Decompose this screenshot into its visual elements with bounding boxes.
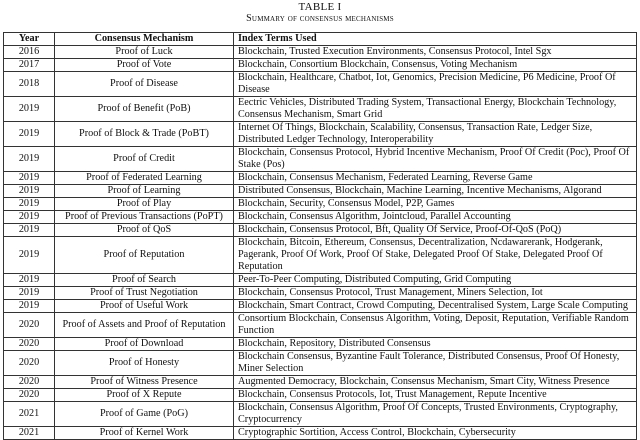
- table-row: [4, 97, 637, 122]
- index-terms-cell: Consortium Blockchain, Consensus Algorithm, Voting, Deposit, Reputation, Verifiable Random Function: [234, 313, 637, 338]
- mechanism-cell: Proof of Witness Presence: [55, 376, 234, 389]
- mechanism-cell: Proof of X Repute: [55, 389, 234, 402]
- header-mechanism: Consensus Mechanism: [55, 33, 234, 46]
- mechanism-cell: Proof of Learning: [55, 185, 234, 198]
- index-terms-cell: Distributed Consensus, Blockchain, Machine Learning, Incentive Mechanisms, Algorand: [234, 185, 637, 198]
- mechanism-cell: Proof of Download: [55, 338, 234, 351]
- year-cell: 2020: [4, 313, 55, 338]
- index-terms-cell: Blockchain, Security, Consensus Model, P2P, Games: [234, 198, 637, 211]
- mechanism-cell: Proof of Block & Trade (PoBT): [55, 122, 234, 147]
- year-cell: 2017: [4, 59, 55, 72]
- header-year: Year: [4, 33, 55, 46]
- table-row: [4, 338, 637, 351]
- table-row: [4, 427, 637, 440]
- table-row: [4, 224, 637, 237]
- index-terms-cell: Blockchain, Consensus Protocols, Iot, Trust Management, Repute Incentive: [234, 389, 637, 402]
- index-terms-cell: Blockchain, Consensus Protocol, Bft, Quality Of Service, Proof-Of-QoS (PoQ): [234, 224, 637, 237]
- index-terms-cell: Blockchain, Healthcare, Chatbot, Iot, Genomics, Precision Medicine, P6 Medicine, Proof Of Disease: [234, 72, 637, 97]
- year-cell: 2021: [4, 427, 55, 440]
- index-terms-cell: Internet Of Things, Blockchain, Scalability, Consensus, Transaction Rate, Ledger Size, Distributed Ledger Technology, Interoperability: [234, 122, 637, 147]
- index-terms-cell: Blockchain, Bitcoin, Ethereum, Consensus, Decentralization, Ncdawarerank, Hodgerank, Pagerank, Proof Of Work, Proof Of Stake, Delegated Proof Of Stake, Delegated Proof Of Reputation: [234, 237, 637, 274]
- year-cell: 2019: [4, 211, 55, 224]
- index-terms-cell: Blockchain, Consensus Algorithm, Proof Of Concepts, Trusted Environments, Cryptography, Cryptocurrency: [234, 402, 637, 427]
- mechanism-cell: Proof of Useful Work: [55, 300, 234, 313]
- year-cell: 2021: [4, 402, 55, 427]
- index-terms-cell: Blockchain, Consensus Protocol, Hybrid Incentive Mechanism, Proof Of Credit (Poc), Proof Of Stake (Pos): [234, 147, 637, 172]
- table-row: [4, 237, 637, 274]
- table-row: [4, 46, 637, 59]
- index-terms-cell: Eectric Vehicles, Distributed Trading System, Transactional Energy, Blockchain Technology, Consensus Mechanism, Smart Grid: [234, 97, 637, 122]
- table-row: [4, 351, 637, 376]
- year-cell: 2020: [4, 351, 55, 376]
- index-terms-cell: Peer-To-Peer Computing, Distributed Computing, Grid Computing: [234, 274, 637, 287]
- table-row: [4, 211, 637, 224]
- year-cell: 2019: [4, 300, 55, 313]
- year-cell: 2020: [4, 389, 55, 402]
- index-terms-cell: Cryptographic Sortition, Access Control, Blockchain, Cybersecurity: [234, 427, 637, 440]
- mechanism-cell: Proof of Reputation: [55, 237, 234, 274]
- year-cell: 2019: [4, 147, 55, 172]
- mechanism-cell: Proof of Vote: [55, 59, 234, 72]
- mechanism-cell: Proof of QoS: [55, 224, 234, 237]
- year-cell: 2020: [4, 338, 55, 351]
- year-cell: 2016: [4, 46, 55, 59]
- header-row: [4, 33, 637, 46]
- mechanism-cell: Proof of Search: [55, 274, 234, 287]
- table-row: [4, 313, 637, 338]
- table-row: [4, 198, 637, 211]
- table-title: TABLE I: [298, 1, 342, 13]
- index-terms-cell: Blockchain, Consensus Algorithm, Jointcloud, Parallel Accounting: [234, 211, 637, 224]
- mechanism-cell: Proof of Kernel Work: [55, 427, 234, 440]
- year-cell: 2019: [4, 198, 55, 211]
- table-row: [4, 147, 637, 172]
- year-cell: 2019: [4, 122, 55, 147]
- year-cell: 2019: [4, 287, 55, 300]
- mechanism-cell: Proof of Play: [55, 198, 234, 211]
- table-row: [4, 59, 637, 72]
- table-caption: [0, 0, 640, 25]
- mechanism-cell: Proof of Honesty: [55, 351, 234, 376]
- mechanism-cell: Proof of Luck: [55, 46, 234, 59]
- table-row: [4, 389, 637, 402]
- table-row: [4, 72, 637, 97]
- mechanism-cell: Proof of Game (PoG): [55, 402, 234, 427]
- year-cell: 2019: [4, 274, 55, 287]
- index-terms-cell: Blockchain, Consortium Blockchain, Consensus, Voting Mechanism: [234, 59, 637, 72]
- year-cell: 2019: [4, 97, 55, 122]
- index-terms-cell: Blockchain, Consensus Protocol, Trust Management, Miners Selection, Iot: [234, 287, 637, 300]
- year-cell: 2020: [4, 376, 55, 389]
- table-row: [4, 122, 637, 147]
- index-terms-cell: Blockchain Consensus, Byzantine Fault Tolerance, Distributed Consensus, Proof Of Honesty, Miner Selection: [234, 351, 637, 376]
- mechanism-cell: Proof of Credit: [55, 147, 234, 172]
- index-terms-cell: Blockchain, Consensus Mechanism, Federated Learning, Reverse Game: [234, 172, 637, 185]
- table-row: [4, 402, 637, 427]
- mechanism-cell: Proof of Assets and Proof of Reputation: [55, 313, 234, 338]
- table-subtitle: Summary of consensus mechanisms: [246, 13, 394, 24]
- mechanism-cell: Proof of Trust Negotiation: [55, 287, 234, 300]
- table-body: [4, 46, 637, 440]
- mechanism-cell: Proof of Federated Learning: [55, 172, 234, 185]
- mechanism-cell: Proof of Benefit (PoB): [55, 97, 234, 122]
- index-terms-cell: Blockchain, Smart Contract, Crowd Computing, Decentralised System, Large Scale Computing: [234, 300, 637, 313]
- mechanism-cell: Proof of Disease: [55, 72, 234, 97]
- consensus-mechanisms-table: [3, 32, 637, 440]
- year-cell: 2019: [4, 172, 55, 185]
- table-row: [4, 300, 637, 313]
- table-row: [4, 185, 637, 198]
- year-cell: 2018: [4, 72, 55, 97]
- table-row: [4, 274, 637, 287]
- table-row: [4, 376, 637, 389]
- index-terms-cell: Blockchain, Trusted Execution Environments, Consensus Protocol, Intel Sgx: [234, 46, 637, 59]
- table-row: [4, 172, 637, 185]
- header-index-terms: Index Terms Used: [234, 33, 637, 46]
- year-cell: 2019: [4, 237, 55, 274]
- year-cell: 2019: [4, 185, 55, 198]
- index-terms-cell: Augmented Democracy, Blockchain, Consensus Mechanism, Smart City, Witness Presence: [234, 376, 637, 389]
- year-cell: 2019: [4, 224, 55, 237]
- table-row: [4, 287, 637, 300]
- index-terms-cell: Blockchain, Repository, Distributed Consensus: [234, 338, 637, 351]
- mechanism-cell: Proof of Previous Transactions (PoPT): [55, 211, 234, 224]
